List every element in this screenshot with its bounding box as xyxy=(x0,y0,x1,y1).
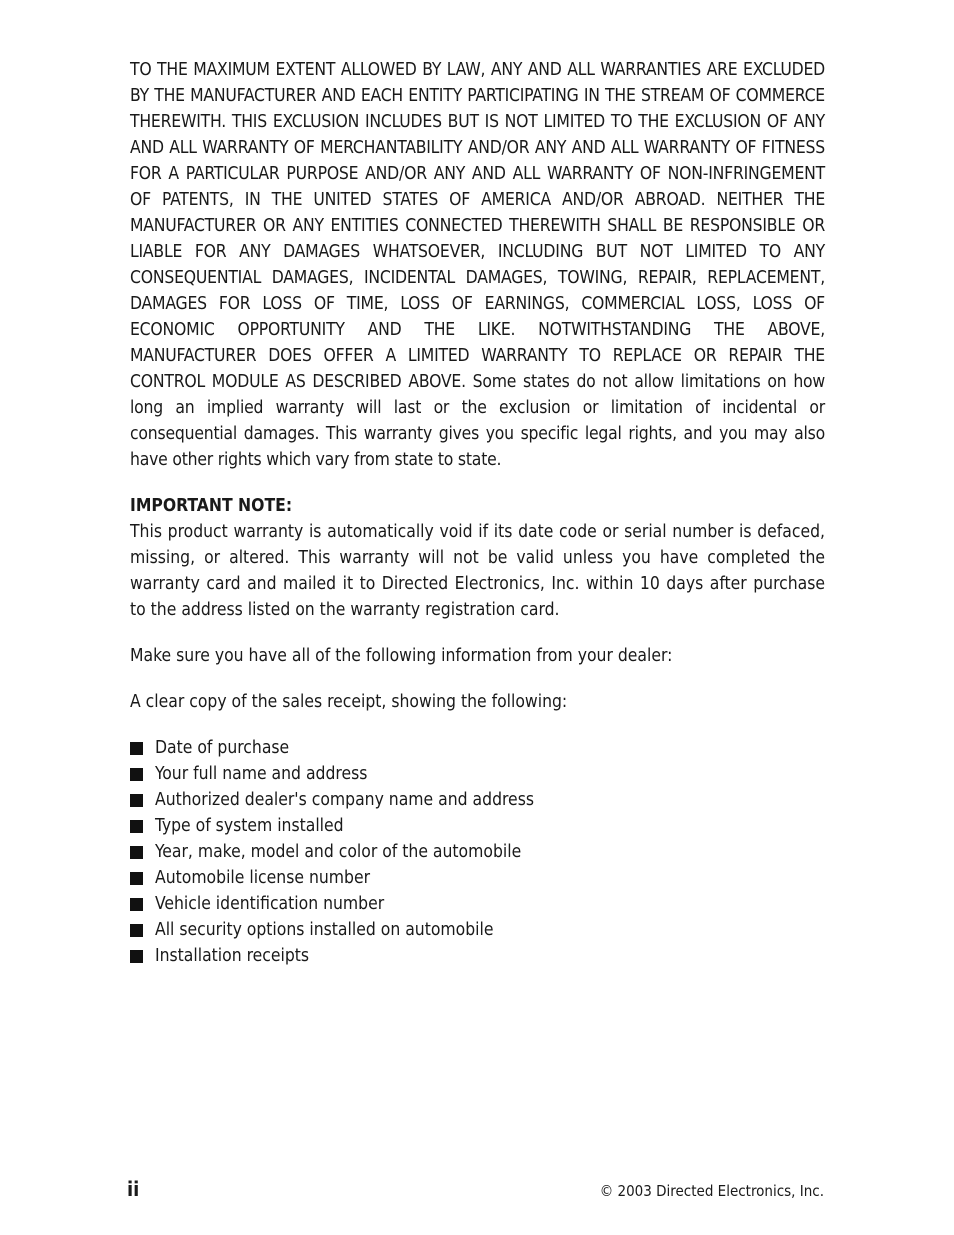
list-item-label: Authorized dealer's company name and address xyxy=(155,790,534,810)
list-item xyxy=(130,865,825,891)
warranty-exclusion-paragraph: TO THE MAXIMUM EXTENT ALLOWED BY LAW, ANY AND ALL WARRANTIES ARE EXCLUDED BY THE MANUFACTURER AND EACH ENTITY PARTICIPATING IN THE STREAM OF COMMERCE THEREWITH. THIS EXCLUSION INCLUDES BUT IS NOT LIMITED TO THE EXCLUSION OF ANY AND ALL WARRANTY OF MERCHANTABILITY AND/OR ANY AND ALL WARRANTY OF FITNESS FOR A PARTICULAR PURPOSE AND/OR ANY AND ALL WARRANTY OF NON-INFRINGEMENT OF PATENTS, IN THE UNITED STATES OF AMERICA AND/OR ABROAD. NEITHER THE MANUFACTURER OR ANY ENTITIES CONNECTED THEREWITH SHALL BE RESPONSIBLE OR LIABLE FOR ANY DAMAGES WHATSOEVER, INCLUDING BUT NOT LIMITED TO ANY CONSEQUENTIAL DAMAGES, INCIDENTAL DAMAGES, TOWING, REPAIR, REPLACEMENT, DAMAGES FOR LOSS OF TIME, LOSS OF EARNINGS, COMMERCIAL LOSS, LOSS OF ECONOMIC OPPORTUNITY AND THE LIKE. NOTWITHSTANDING THE ABOVE, MANUFACTURER DOES OFFER A LIMITED WARRANTY TO REPLACE OR REPAIR THE CONTROL MODULE AS DESCRIBED ABOVE. Some states do not allow limitations on how long an implied warranty will last or the exclusion or limitation of incidental or consequential damages. This warranty gives you specific legal rights, and you may also have other rights which vary from state to state. xyxy=(130,60,825,470)
list-item xyxy=(130,787,825,813)
square-bullet-icon xyxy=(130,768,143,781)
square-bullet-icon xyxy=(130,898,143,911)
list-item-label: Automobile license number xyxy=(155,868,371,888)
list-item xyxy=(130,761,825,787)
list-item xyxy=(130,813,825,839)
square-bullet-icon xyxy=(130,742,143,755)
square-bullet-icon xyxy=(130,846,143,859)
receipt-intro: A clear copy of the sales receipt, showing the following: xyxy=(130,692,568,712)
square-bullet-icon xyxy=(130,924,143,937)
dealer-info-intro: Make sure you have all of the following information from your dealer: xyxy=(130,646,673,666)
receipt-checklist xyxy=(130,735,825,969)
square-bullet-icon xyxy=(130,872,143,885)
list-item-label: Vehicle identification number xyxy=(155,894,385,914)
square-bullet-icon xyxy=(130,950,143,963)
list-item xyxy=(130,839,825,865)
list-item xyxy=(130,891,825,917)
list-item-label: Year, make, model and color of the automobile xyxy=(155,842,522,862)
list-item-label: All security options installed on automobile xyxy=(155,920,494,940)
list-item-label: Type of system installed xyxy=(155,816,344,836)
list-item-label: Your full name and address xyxy=(155,764,368,784)
list-item-label: Installation receipts xyxy=(155,946,310,966)
list-item xyxy=(130,943,825,969)
square-bullet-icon xyxy=(130,794,143,807)
list-item xyxy=(130,735,825,761)
document-body xyxy=(130,57,825,969)
list-item xyxy=(130,917,825,943)
copyright-notice: © 2003 Directed Electronics, Inc. xyxy=(599,1182,824,1200)
important-note-heading: IMPORTANT NOTE: xyxy=(130,496,293,516)
list-item-label: Date of purchase xyxy=(155,738,290,758)
square-bullet-icon xyxy=(130,820,143,833)
important-note-text: This product warranty is automatically void if its date code or serial number is defaced, missing, or altered. This warranty will not be valid unless you have completed the warranty card and mailed it to Directed Electronics, Inc. within 10 days after purchase to the address listed on the warranty registration card. xyxy=(130,522,825,620)
page-number: ii xyxy=(127,1177,140,1201)
